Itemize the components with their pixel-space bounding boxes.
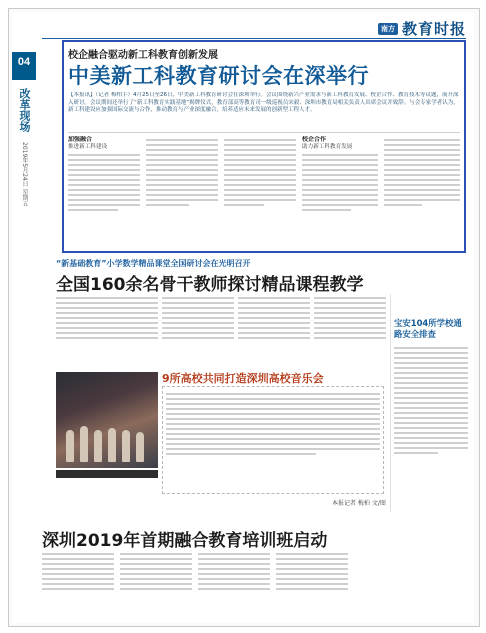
article2-column-2 (162, 294, 234, 368)
newspaper-page (12, 12, 474, 623)
masthead-divider (42, 38, 466, 39)
article2-column-1 (56, 294, 158, 368)
article2-headline[interactable]: 全国160余名骨干教师探讨精品课程教学 (56, 275, 364, 295)
page-number: 04 (17, 56, 31, 68)
column1-subheading: 推进新工科建设 (68, 143, 108, 150)
issue-date: 2019年5月24日 星期五 (21, 142, 28, 207)
article1-lead: 【本报讯】（记者 梅柏手）4月25日至26日，中美新工科教育研讨会在深圳举行。会议围绕新兴产业需求与新工科教育发展、校企合作、教育技术等议题，展开深入研讨。会议期间还举行了“新工科教育实践基地”揭牌仪式，教育部高等教育司一级巡视员宋毅、深圳市教育局相关负责人出席会议并致辞。与会专家学者认为，新工科建设应加强国际交流与合作，推动教育与产业深度融合，培养适应未来发展的创新型工程人才。 (68, 92, 459, 113)
article2-column-3 (238, 294, 310, 368)
article3-column-1 (42, 550, 114, 620)
article1-kicker: 校企融合驱动新工科教育创新发展 (68, 50, 218, 61)
article1-column-1 (68, 136, 140, 248)
article3-headline[interactable]: 深圳2019年首期融合教育培训班启动 (42, 531, 328, 551)
column1-heading: 加强融合 (68, 136, 93, 143)
column4-subheading: 助力新工科教育发展 (302, 143, 353, 150)
article2-subheadline[interactable]: 9所高校共同打造深圳高校音乐会 (162, 372, 324, 385)
article1-column-2 (146, 136, 218, 248)
article1-column-5 (384, 136, 460, 248)
masthead-title: 教育时报 (401, 20, 466, 38)
photo-credit: 本报记者 梅柏 文/图 (332, 500, 386, 507)
article2-column-4 (314, 294, 386, 368)
sidebar-divider (390, 294, 391, 512)
article1-separator (68, 132, 460, 133)
article1-headline[interactable]: 中美新工科教育研讨会在深举行 (68, 64, 369, 88)
sidebar-column (394, 344, 468, 512)
masthead-badge: 南方 (378, 23, 398, 35)
sidebar-headline[interactable]: 宝安104所学校通路安全排查 (394, 318, 462, 339)
masthead (378, 18, 466, 39)
article3-column-3 (198, 550, 270, 620)
column4-heading: 校企合作 (302, 136, 327, 143)
photo-stage-floor (56, 470, 158, 478)
article3-column-2 (120, 550, 192, 620)
article3-column-4 (276, 550, 348, 620)
article1-column-4 (302, 136, 378, 248)
concert-photo (56, 372, 158, 468)
concert-article-text (166, 390, 380, 490)
left-rail (12, 12, 42, 623)
section-name: 改革现场 (18, 88, 31, 132)
article2-kicker: “新基础教育”小学数学精品课堂全国研讨会在光明召开 (56, 259, 251, 268)
article1-column-3 (224, 136, 296, 248)
